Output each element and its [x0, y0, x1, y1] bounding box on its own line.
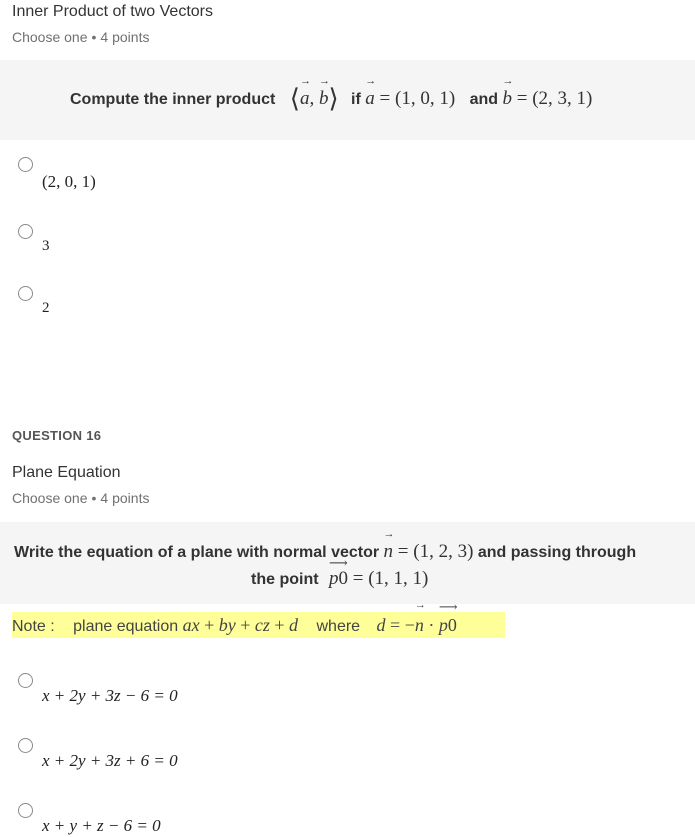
- note-highlight: Note : plane equation ax + by + cz + d where d = −→ n · ⟶ p0: [12, 612, 505, 638]
- option-radio-2[interactable]: [18, 224, 33, 239]
- prompt-if: if: [351, 91, 361, 108]
- question-points: 4 points: [100, 29, 150, 45]
- option-radio-4[interactable]: [18, 673, 33, 688]
- question-points: 4 points: [100, 490, 150, 506]
- prompt-tail: and passing through: [477, 544, 637, 561]
- prompt-text: Write the equation of a plane with normal vector: [14, 544, 380, 561]
- option-label-4[interactable]: x + 2y + 3z − 6 = 0: [42, 686, 178, 705]
- vector-a-value: = (1, 0, 1): [379, 88, 456, 109]
- option-radio-6[interactable]: [18, 803, 33, 818]
- question-16-label: QUESTION 16: [12, 428, 102, 443]
- question-15-title: Inner Product of two Vectors: [12, 3, 213, 20]
- prompt-and: and: [469, 91, 499, 108]
- point-value: = (1, 1, 1): [352, 568, 429, 589]
- option-radio-5[interactable]: [18, 738, 33, 753]
- question-15-meta: Choose one • 4 points: [12, 29, 150, 45]
- prompt-lead: Compute the inner product: [70, 91, 276, 108]
- option-radio-3[interactable]: [18, 286, 33, 301]
- question-type: Choose one: [12, 29, 88, 45]
- note-label: Note :: [12, 618, 55, 635]
- question-16-prompt-line-1: Write the equation of a plane with normal vector → n = (1, 2, 3) and passing through: [14, 541, 636, 563]
- question-16-meta: Choose one • 4 points: [12, 490, 150, 506]
- option-label-3[interactable]: 2: [42, 300, 50, 316]
- prompt-point-text: the point: [251, 571, 319, 588]
- note-text: plane equation: [73, 618, 179, 635]
- option-label-1[interactable]: (2, 0, 1): [42, 172, 96, 191]
- option-radio-1[interactable]: [18, 157, 33, 172]
- option-label-2[interactable]: 3: [42, 238, 50, 254]
- question-16-title: Plane Equation: [12, 464, 121, 481]
- question-15-prompt: Compute the inner product ⟨→ a, → b⟩ if → a = (1, 0, 1) and → b = (2, 3, 1): [70, 84, 592, 114]
- question-16-prompt-line-2: the point ⟶ p0 = (1, 1, 1): [251, 568, 428, 590]
- normal-vector-value: = (1, 2, 3): [397, 541, 474, 562]
- vector-b-value: = (2, 3, 1): [516, 88, 593, 109]
- note-where: where: [316, 618, 361, 635]
- option-label-5[interactable]: x + 2y + 3z + 6 = 0: [42, 751, 178, 770]
- option-label-6[interactable]: x + y + z − 6 = 0: [42, 816, 161, 835]
- question-type: Choose one: [12, 490, 88, 506]
